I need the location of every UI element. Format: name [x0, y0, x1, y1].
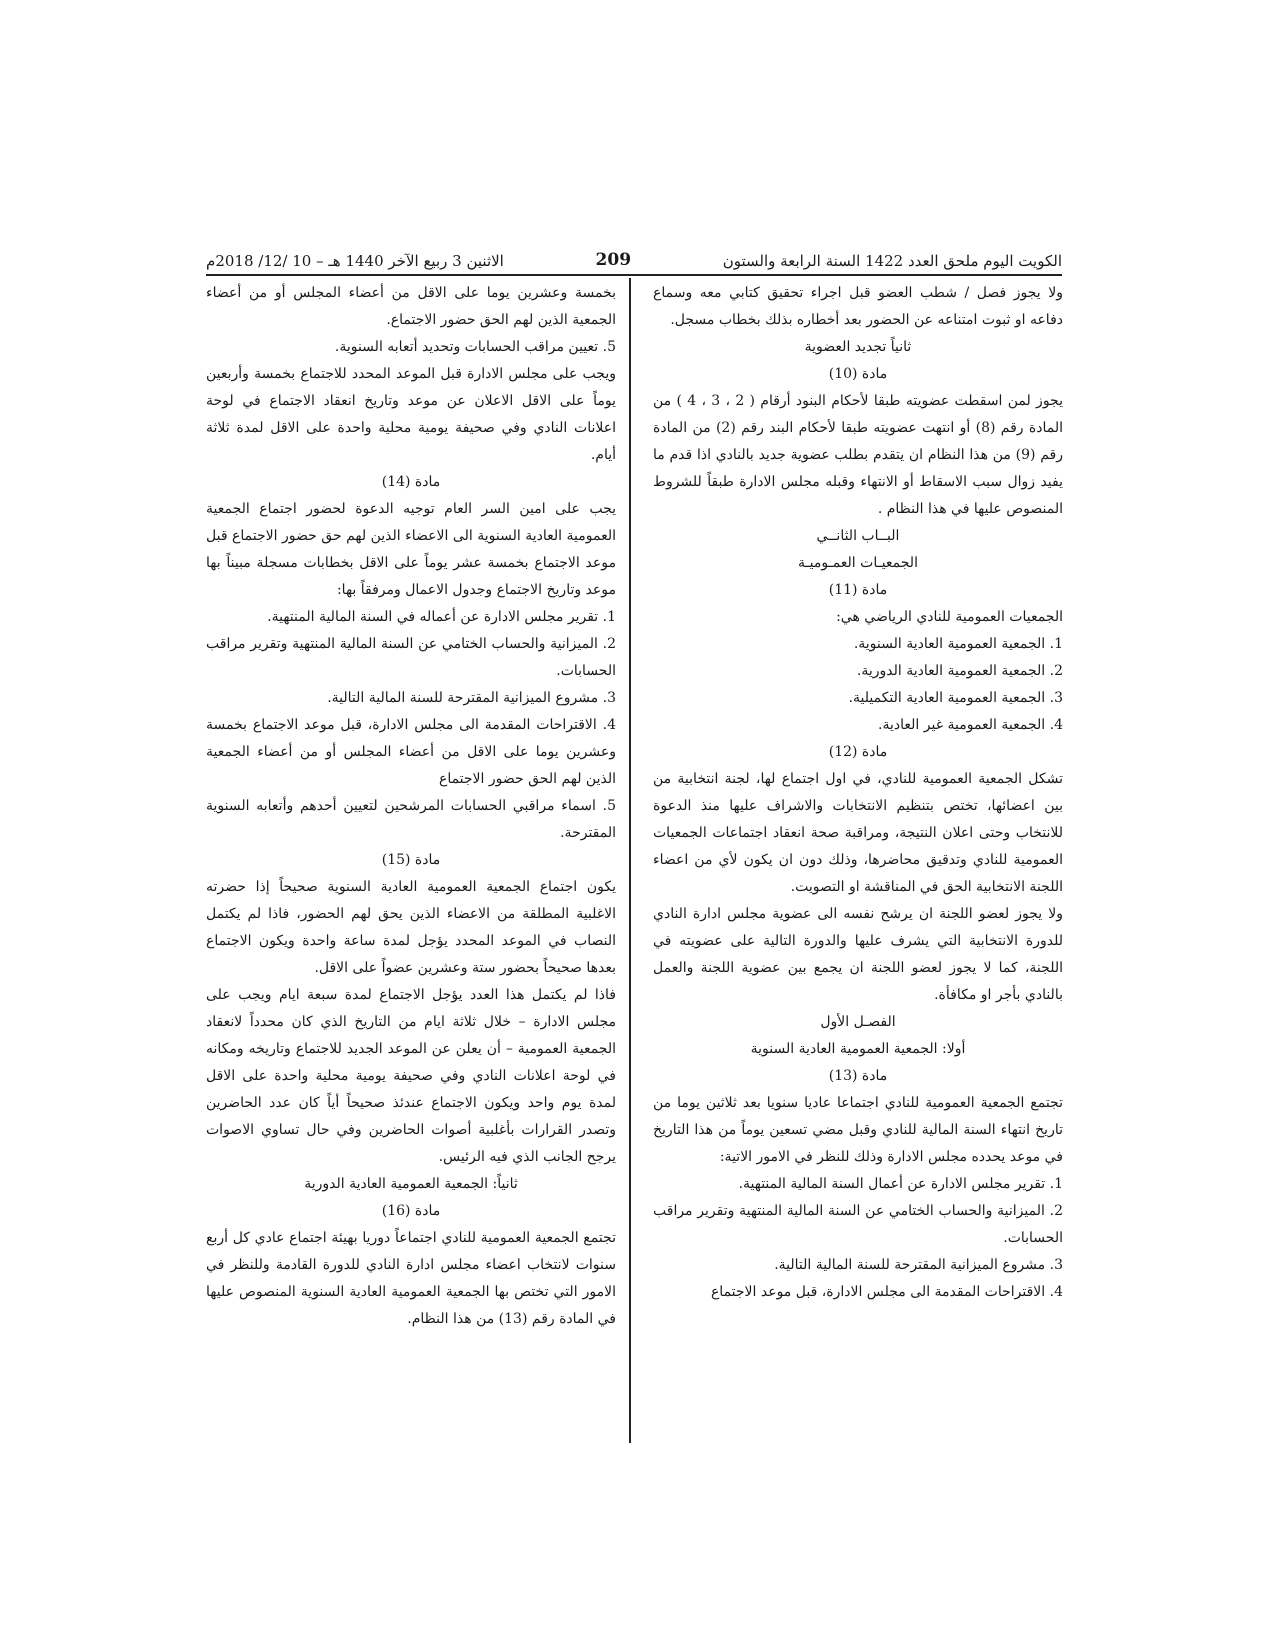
page-number: 209 [595, 250, 632, 270]
list-item: 5. تعيين مراقب الحسابات وتحديد أتعابه السنوية. [334, 339, 616, 355]
section-heading: ثانياً تجديد العضوية [804, 339, 912, 355]
list-item: 1. الجمعية العمومية العادية السنوية. [853, 636, 1063, 652]
right-column [653, 280, 1063, 1306]
section-heading: مادة (10) [828, 366, 888, 382]
section-heading: مادة (14) [381, 474, 441, 490]
paragraph: الجمعيات العمومية للنادي الرياضي هي: [836, 609, 1063, 625]
section-heading: مادة (12) [828, 744, 888, 760]
section-heading: الفصـل الأول [820, 1014, 896, 1030]
section-heading: مادة (11) [828, 582, 888, 598]
paragraph: ولا يجوز لعضو اللجنة ان يرشح نفسه الى عضوية مجلس ادارة النادي للدورة الانتخابية التي يشرف عليها والدورة التالية على عضويته في اللجنة، كما لا يجوز لعضو اللجنة ان يجمع بين عضوية اللجنة والعمل بالنادي بأجر او مكافأة. [653, 906, 1063, 1003]
paragraph: ولا يجوز فصل / شطب العضو قبل اجراء تحقيق كتابي معه وسماع دفاعه او ثبوت امتناعه عن الحضور بعد أخطاره بذلك بخطاب مسجل. [653, 285, 1063, 328]
section-heading: البــاب الثانــي [816, 528, 900, 544]
list-item: 4. الجمعية العمومية غير العادية. [878, 717, 1063, 733]
paragraph: يكون اجتماع الجمعية العمومية العادية السنوية صحيحاً إذا حضرته الاغلبية المطلقة من الاعضاء الذين يحق لهم الحضور، فاذا لم يكتمل النصاب في الموعد المحدد يؤجل لمدة ساعة واحدة ويكون الاجتماع بعدها صحيحاً بحضور ستة وعشرين عضواً على الاقل. [206, 879, 616, 976]
paragraph: بخمسة وعشرين يوما على الاقل من أعضاء المجلس أو من أعضاء الجمعية الذين لهم الحق حضور الاجتماع. [206, 285, 616, 328]
section-heading: مادة (16) [381, 1203, 441, 1219]
header-date: الاثنين 3 ربيع الآخر 1440 هـ – 10 /12/ 2018م [206, 252, 504, 270]
section-heading: ثانياً: الجمعية العمومية العادية الدورية [304, 1176, 518, 1192]
list-item: 2. الجمعية العمومية العادية الدورية. [856, 663, 1063, 679]
column-divider [629, 278, 631, 1443]
list-item: 4. الاقتراحات المقدمة الى مجلس الادارة، قبل موعد الاجتماع بخمسة وعشرين يوما على الاقل من أعضاء المجلس أو من أعضاء الجمعية الذين لهم الحق حضور الاجتماع [206, 717, 616, 787]
paragraph: فاذا لم يكتمل هذا العدد يؤجل الاجتماع لمدة سبعة ايام ويجب على مجلس الادارة – خلال ثلاثة ايام من التاريخ الذي كان محدداً لانعقاد الجمعية العمومية – أن يعلن عن الموعد الجديد للاجتماع وتاريخه ومكانه في لوحة اعلانات النادي وفي صحيفة يومية محلية واحدة على الاقل لمدة يوم واحد ويكون الاجتماع عندئذ صحيحاً أياً كان عدد الحاضرين وتصدر القرارات بأغلبية أصوات الحاضرين وفي حال تساوي الاصوات يرجح الجانب الذي فيه الرئيس. [206, 987, 616, 1165]
section-heading: الجمعيـات العمـوميـة [798, 555, 918, 571]
paragraph: تشكل الجمعية العمومية للنادي، في اول اجتماع لها، لجنة انتخابية من بين اعضائها، تختص بتنظيم الانتخابات والاشراف عليها منذ الدعوة للانتخاب وحتى اعلان النتيجة، ومراقبة صحة انعقاد اجتماعات الجمعيات العمومية للنادي وتدقيق محاضرها، وذلك دون ان يكون لأي من اعضاء اللجنة الانتخابية الحق في المناقشة او التصويت. [653, 771, 1063, 895]
paragraph: ويجب على مجلس الادارة قبل الموعد المحدد للاجتماع بخمسة وأربعين يوماً على الاقل الاعلان عن موعد وتاريخ انعقاد الاجتماع في لوحة اعلانات النادي وفي صحيفة يومية محلية واحدة على الاقل لمدة ثلاثة أيام. [206, 366, 616, 463]
section-heading: مادة (13) [828, 1068, 888, 1084]
header-gazette-title: الكويت اليوم ملحق العدد 1422 السنة الرابعة والستون [722, 252, 1062, 270]
list-item: 3. الجمعية العمومية العادية التكميلية. [848, 690, 1063, 706]
list-item: 3. مشروع الميزانية المقترحة للسنة المالية التالية. [774, 1257, 1063, 1273]
list-item: 1. تقرير مجلس الادارة عن أعمال السنة المالية المنتهية. [738, 1176, 1063, 1192]
section-heading: أولا: الجمعية العمومية العادية السنوية [750, 1041, 966, 1057]
list-item: 4. الاقتراحات المقدمة الى مجلس الادارة، قبل موعد الاجتماع [710, 1284, 1063, 1300]
page-header [206, 240, 1062, 276]
list-item: 2. الميزانية والحساب الختامي عن السنة المالية المنتهية وتقرير مراقب الحسابات. [206, 636, 616, 679]
paragraph: يجب على امين السر العام توجيه الدعوة لحضور اجتماع الجمعية العمومية العادية السنوية الى الاعضاء الذين لهم حق حضور الاجتماع قبل موعد الاجتماع بخمسة عشر يوماً على الاقل بخطابات مسجلة مبيناً بها موعد وتاريخ الاجتماع وجدول الاعمال ومرفقاً بها: [206, 501, 616, 598]
list-item: 1. تقرير مجلس الادارة عن أعماله في السنة المالية المنتهية. [267, 609, 616, 625]
section-heading: مادة (15) [381, 852, 441, 868]
paragraph: يجوز لمن اسقطت عضويته طبقا لأحكام البنود أرقام ( 2 ، 3 ، 4 ) من المادة رقم (8) أو انتهت عضويته طبقا لأحكام البند رقم (2) من المادة رقم (9) من هذا النظام ان يتقدم بطلب عضوية جديد بالنادي اذا قدم ما يفيد زوال سبب الاسقاط أو الانتهاء وقبله مجلس الادارة طبقاً للشروط المنصوص عليها في هذا النظام . [653, 393, 1064, 517]
paragraph: تجتمع الجمعية العمومية للنادي اجتماعاً دوريا بهيئة اجتماع عادي كل أربع سنوات لانتخاب اعضاء مجلس ادارة النادي للدورة القادمة وللنظر في الامور التي تختص بها الجمعية العمومية العادية السنوية المنصوص عليها في المادة رقم (13) من هذا النظام. [206, 1230, 616, 1327]
left-column [206, 280, 616, 1333]
paragraph: تجتمع الجمعية العمومية للنادي اجتماعا عاديا سنويا بعد ثلاثين يوما من تاريخ انتهاء السنة المالية للنادي وقبل مضي تسعين يوماً من هذا التاريخ في موعد يحدده مجلس الادارة وذلك للنظر في الامور الاتية: [653, 1095, 1063, 1165]
list-item: 3. مشروع الميزانية المقترحة للسنة المالية التالية. [327, 690, 616, 706]
list-item: 2. الميزانية والحساب الختامي عن السنة المالية المنتهية وتقرير مراقب الحسابات. [653, 1203, 1063, 1246]
list-item: 5. اسماء مراقبي الحسابات المرشحين لتعيين أحدهم وأتعابه السنوية المقترحة. [206, 798, 616, 841]
